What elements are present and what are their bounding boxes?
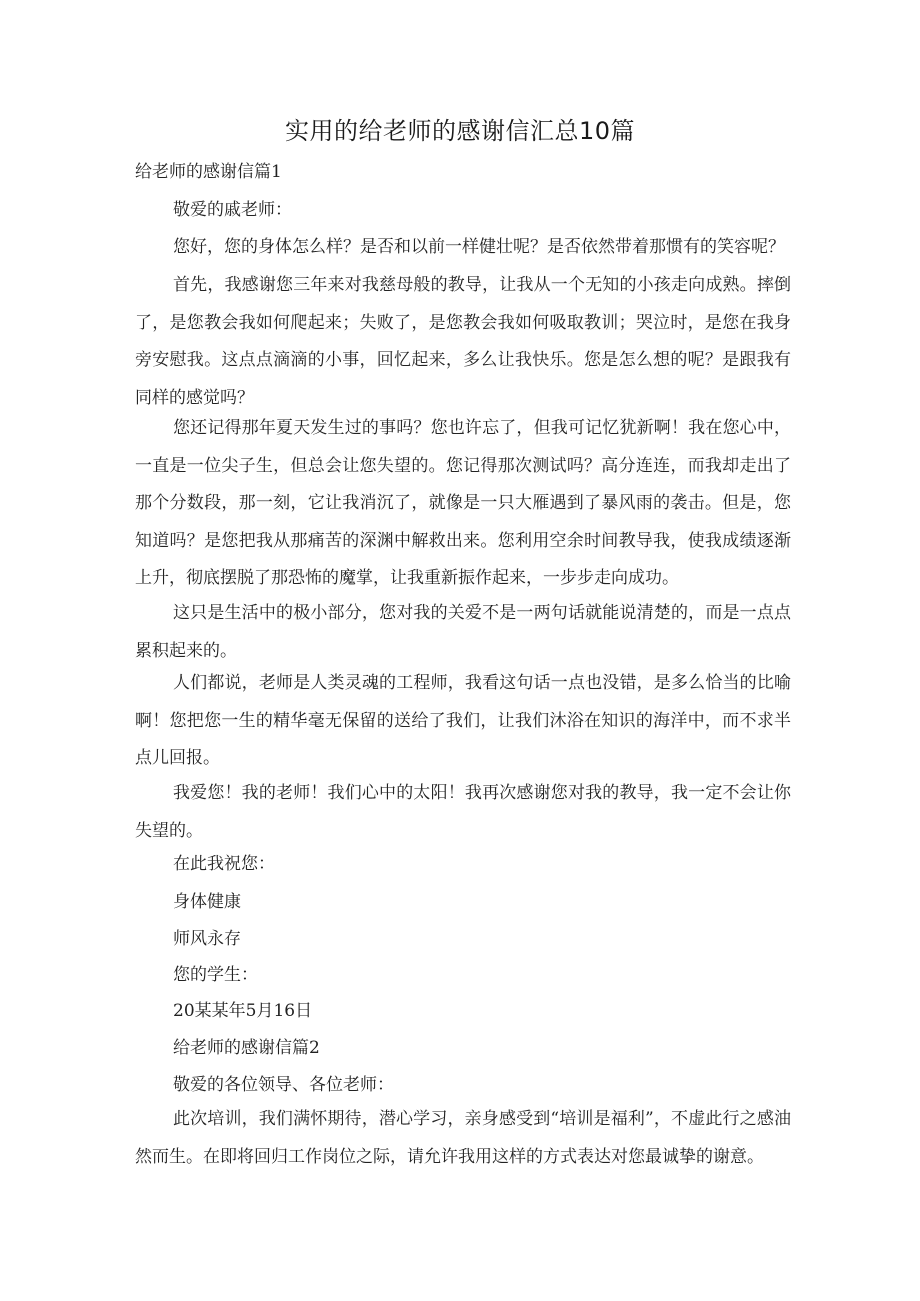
letter1-date: 20某某年5月16日	[173, 1001, 313, 1021]
letter1-closing-style: 师风永存	[173, 929, 241, 949]
letter1-paragraph-2: 首先，我感谢您三年来对我慈母般的教导，让我从一个无知的小孩走向成熟。摔倒了，是您教会我如何爬起来；失败了，是您教会我如何吸取教训；哭泣时，是您在我身旁安慰我。这点点滴滴的小事，回忆起来，多么让我快乐。您是怎么想的呢？是跟我有同样的感觉吗？	[135, 275, 791, 408]
letter1-closing-wish: 在此我祝您：	[173, 854, 275, 874]
letter1-paragraph-5: 人们都说，老师是人类灵魂的工程师，我看这句话一点也没错，是多么恰当的比喻啊！您把您一生的精华毫无保留的送给了我们，让我们沐浴在知识的海洋中，而不求半点儿回报。	[135, 673, 791, 768]
letter1-closing-health: 身体健康	[173, 892, 241, 912]
letter1-paragraph-6: 我爱您！我的老师！我们心中的太阳！我再次感谢您对我的教导，我一定不会让你失望的。	[135, 783, 791, 841]
letter1-paragraph-3: 您还记得那年夏天发生过的事吗？您也许忘了，但我可记忆犹新啊！我在您心中，一直是一位尖子生，但总会让您失望的。您记得那次测试吗？高分连连，而我却走出了那个分数段，那一刻，它让我消沉了，就像是一只大雁遇到了暴风雨的袭击。但是，您知道吗？是您把我从那痛苦的深渊中解救出来。您利用空余时间教导我，使我成绩逐渐上升，彻底摆脱了那恐怖的魔掌，让我重新振作起来，一步步走向成功。	[135, 418, 791, 588]
letter1-signature: 您的学生：	[173, 965, 258, 985]
letter1-paragraph-4: 这只是生活中的极小部分，您对我的关爱不是一两句话就能说清楚的，而是一点点累积起来的。	[135, 603, 791, 661]
letter2-salutation: 敬爱的各位领导、各位老师：	[173, 1075, 394, 1095]
letter1-paragraph-1: 您好，您的身体怎么样？是否和以前一样健壮呢？是否依然带着那惯有的笑容呢？	[173, 237, 785, 257]
letter2-paragraph-1: 此次培训，我们满怀期待，潜心学习，亲身感受到“培训是福利”，不虚此行之感油然而生。在即将回归工作岗位之际，请允许我用这样的方式表达对您最诚挚的谢意。	[135, 1109, 791, 1167]
letter1-salutation: 敬爱的戚老师：	[173, 200, 292, 220]
letter2-heading: 给老师的感谢信篇2	[173, 1038, 320, 1058]
letter1-heading: 给老师的感谢信篇1	[135, 162, 282, 182]
document-title: 实用的给老师的感谢信汇总10篇	[284, 117, 636, 145]
